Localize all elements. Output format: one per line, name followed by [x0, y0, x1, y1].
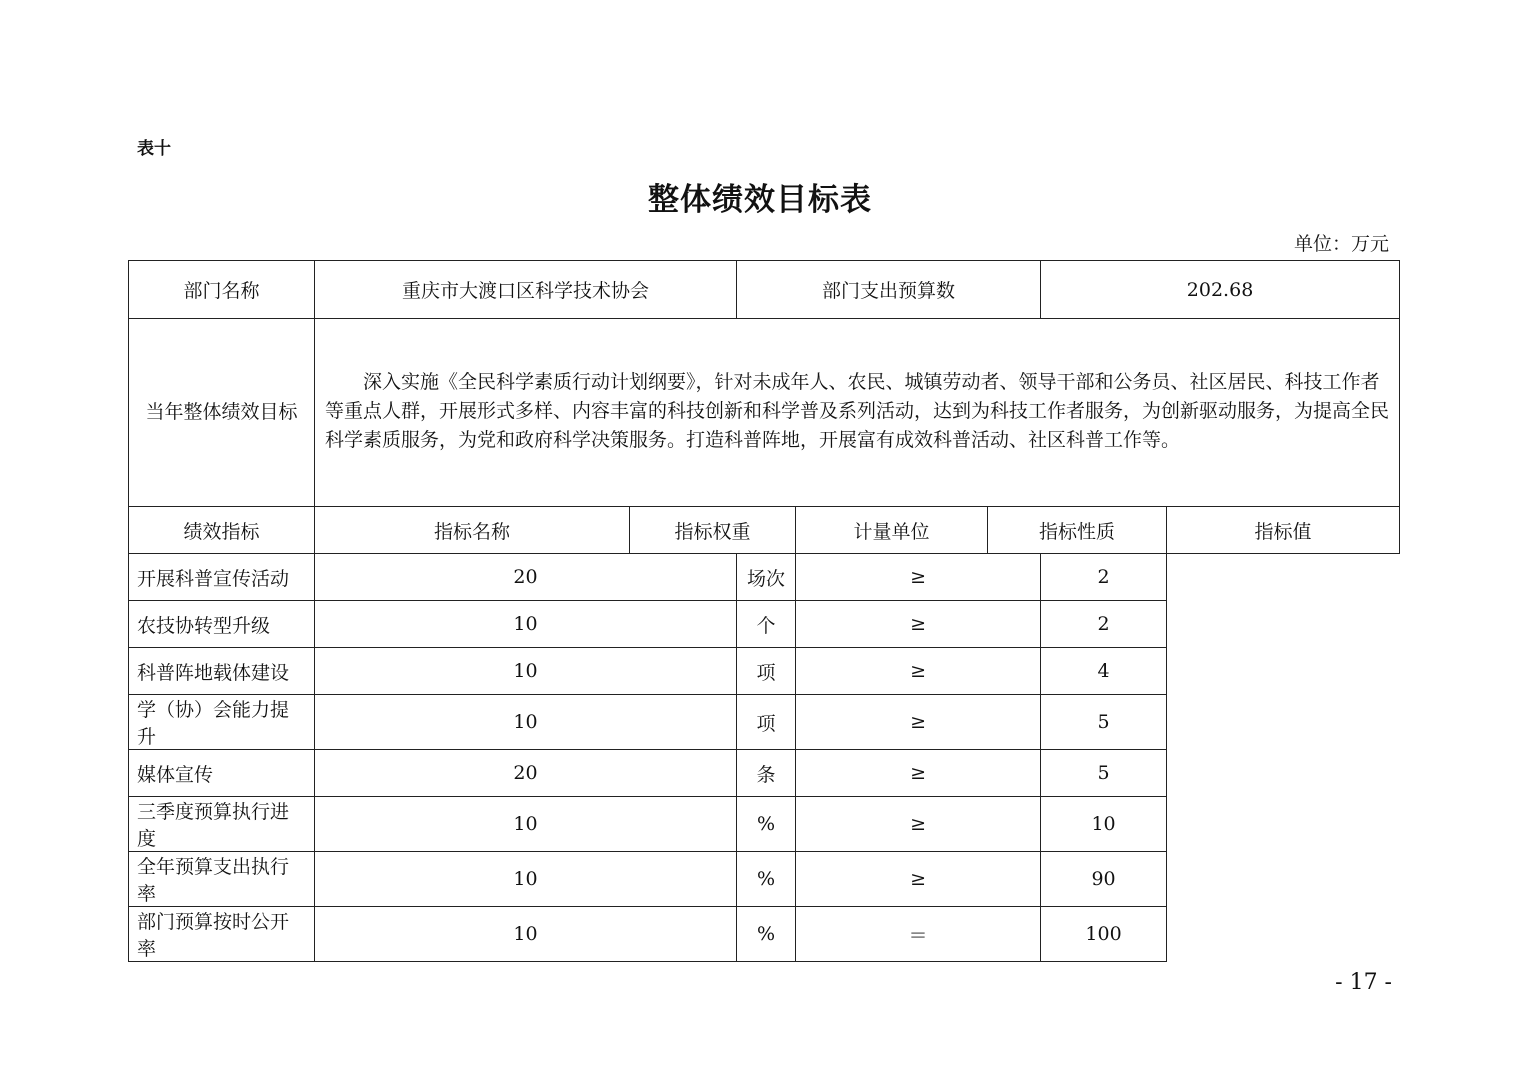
- page-number: - 17 -: [1335, 970, 1392, 995]
- goal-label: 当年整体绩效目标: [129, 319, 315, 507]
- table-row: [129, 852, 1400, 907]
- indicator-unit: 项: [737, 648, 796, 695]
- table-label: 表十: [137, 139, 171, 159]
- indicator-weight: 10: [315, 695, 737, 750]
- indicator-nature: ≥: [796, 852, 1041, 907]
- indicator-value: 100: [1041, 907, 1167, 962]
- dept-name-label: 部门名称: [129, 261, 315, 319]
- indicator-unit: %: [737, 852, 796, 907]
- indicator-nature: ≥: [796, 554, 1041, 601]
- header-row: [129, 261, 1400, 319]
- indicator-weight: 10: [315, 601, 737, 648]
- indicator-nature: ≥: [796, 648, 1041, 695]
- indicators-label: 绩效指标: [129, 507, 315, 554]
- indicator-unit: 场次: [737, 554, 796, 601]
- budget-label: 部门支出预算数: [737, 261, 1041, 319]
- col-header: 指标名称: [315, 507, 630, 554]
- indicator-name: 学（协）会能力提升: [129, 695, 315, 750]
- indicator-unit: 条: [737, 750, 796, 797]
- table-row: [129, 554, 1400, 601]
- indicator-unit: 项: [737, 695, 796, 750]
- table-row: [129, 648, 1400, 695]
- indicator-unit: %: [737, 797, 796, 852]
- indicator-header-row: [129, 507, 1400, 554]
- indicator-value: 10: [1041, 797, 1167, 852]
- indicator-value: 5: [1041, 695, 1167, 750]
- indicator-value: 5: [1041, 750, 1167, 797]
- indicator-nature: ≥: [796, 695, 1041, 750]
- performance-table: [128, 260, 1400, 962]
- dept-name: 重庆市大渡口区科学技术协会: [315, 261, 737, 319]
- indicator-weight: 10: [315, 907, 737, 962]
- indicator-nature: ＝: [796, 907, 1041, 962]
- indicator-weight: 20: [315, 750, 737, 797]
- indicator-value: 2: [1041, 601, 1167, 648]
- indicator-name: 全年预算支出执行率: [129, 852, 315, 907]
- indicator-name: 科普阵地载体建设: [129, 648, 315, 695]
- indicator-weight: 20: [315, 554, 737, 601]
- indicator-nature: ≥: [796, 797, 1041, 852]
- indicator-name: 开展科普宣传活动: [129, 554, 315, 601]
- table-row: [129, 601, 1400, 648]
- table-row: [129, 750, 1400, 797]
- indicator-unit: %: [737, 907, 796, 962]
- page-title: 整体绩效目标表: [648, 182, 872, 218]
- unit-note: 单位：万元: [1293, 233, 1389, 255]
- indicator-name: 部门预算按时公开率: [129, 907, 315, 962]
- indicator-nature: ≥: [796, 601, 1041, 648]
- table-row: [129, 907, 1400, 962]
- table-row: [129, 797, 1400, 852]
- table-row: [129, 695, 1400, 750]
- goal-row: [129, 319, 1400, 507]
- indicator-name: 媒体宣传: [129, 750, 315, 797]
- goal-text-content: 深入实施《全民科学素质行动计划纲要》，针对未成年人、农民、城镇劳动者、领导干部和公务员、社区居民、科技工作者等重点人群，开展形式多样、内容丰富的科技创新和科学普及系列活动，达到为科技工作者服务，为创新驱动服务，为提高全民科学素质服务，为党和政府科学决策服务。打造科普阵地，开展富有成效科普活动、社区科普工作等。: [325, 371, 1390, 451]
- col-header: 指标权重: [630, 507, 796, 554]
- indicator-nature: ≥: [796, 750, 1041, 797]
- indicator-weight: 10: [315, 852, 737, 907]
- indicator-weight: 10: [315, 648, 737, 695]
- budget-value: 202.68: [1041, 261, 1400, 319]
- indicator-unit: 个: [737, 601, 796, 648]
- col-header: 指标值: [1167, 507, 1400, 554]
- col-header: 指标性质: [988, 507, 1167, 554]
- indicator-value: 4: [1041, 648, 1167, 695]
- indicator-value: 90: [1041, 852, 1167, 907]
- indicator-value: 2: [1041, 554, 1167, 601]
- indicator-weight: 10: [315, 797, 737, 852]
- goal-text: [315, 319, 1400, 507]
- indicator-name: 农技协转型升级: [129, 601, 315, 648]
- col-header: 计量单位: [796, 507, 988, 554]
- indicator-name: 三季度预算执行进度: [129, 797, 315, 852]
